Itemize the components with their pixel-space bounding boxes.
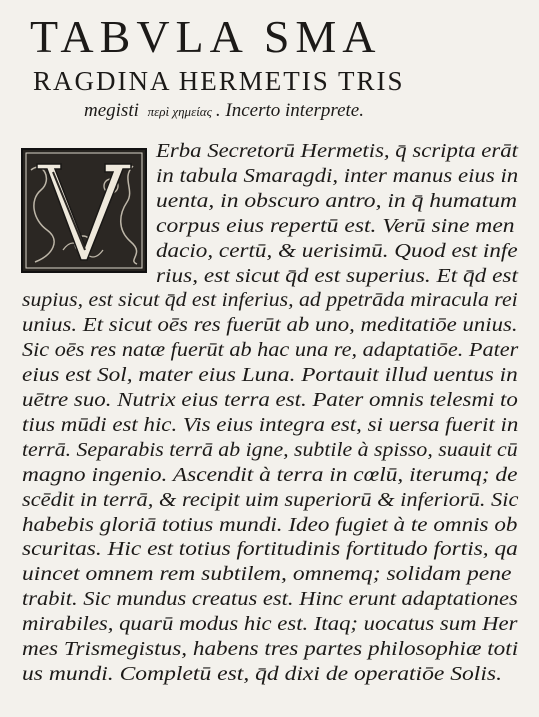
text-line: scēdit in terrā, & recipit uim superiorū & inferiorū. Sic: [22, 488, 519, 511]
text-line: in tabula Smaragdi, inter manus eius in: [156, 164, 519, 187]
text-line: scuritas. Hic est totius fortitudinis fortitudo fortis, qa: [22, 538, 518, 561]
text-line: uenta, in obscuro antro, in q̄ humatum: [156, 189, 518, 212]
title-line-3-end: . Incerto interprete.: [215, 100, 364, 121]
text-line: mirabiles, quarū modus hic est. Itaq; uocatus sum Her: [22, 613, 518, 636]
text-line: habebis gloriā totius mundi. Ideo fugiet à te omnis ob: [22, 513, 518, 536]
text-line: Sic oēs res natæ fuerūt ab hac una re, adaptatiōe. Pater: [22, 339, 519, 362]
text-line: eius est Sol, mater eius Luna. Portauit illud uentus in: [22, 364, 518, 387]
text-line: rius, est sicut q̄d est superius. Et q̄d est: [156, 264, 518, 287]
text-line: uētre suo. Nutrix eius terra est. Pater omnis telesmi to: [22, 389, 518, 411]
title-line-3-start: megisti: [84, 100, 139, 121]
text-line: terrā. Separabis terrā ab igne, subtile à spisso, suauit cū: [22, 438, 518, 461]
text-line: dacio, certū, & uerisimū. Quod est infe: [156, 239, 518, 262]
text-line: tius mūdi est hic. Vis eius integra est, si uersa fuerit in: [22, 413, 519, 436]
title-greek-words: περὶ χημείας: [147, 104, 212, 119]
title-line-1: TABVLA SMA: [30, 11, 382, 62]
text-line: us mundi. Completū est, q̄d dixi de operatiōe Solis.: [22, 662, 502, 685]
title-line-2: RAGDINA HERMETIS TRIS: [33, 66, 405, 96]
decorated-initial-v: [21, 148, 147, 273]
text-line: corpus eius repertū est. Verū sine men: [156, 214, 515, 237]
text-line: uincet omnem rem subtilem, omnemq; solidam pene: [22, 563, 512, 586]
text-line: supius, est sicut q̄d est inferius, ad ppetrāda miracula rei: [22, 289, 518, 312]
text-line: trabit. Sic mundus creatus est. Hinc erunt adaptationes: [22, 588, 518, 611]
text-line: unius. Et sicut oēs res fuerūt ab uno, meditatiōe unius.: [22, 314, 518, 337]
text-line: mes Trismegistus, habens tres partes philosophiæ toti: [22, 638, 519, 660]
title-line-3: [84, 99, 364, 124]
text-line: Erba Secretorū Hermetis, q̄ scripta erāt: [156, 140, 518, 162]
text-line: magno ingenio. Ascendit à terra in cœlū, iterumq; de: [22, 463, 518, 486]
